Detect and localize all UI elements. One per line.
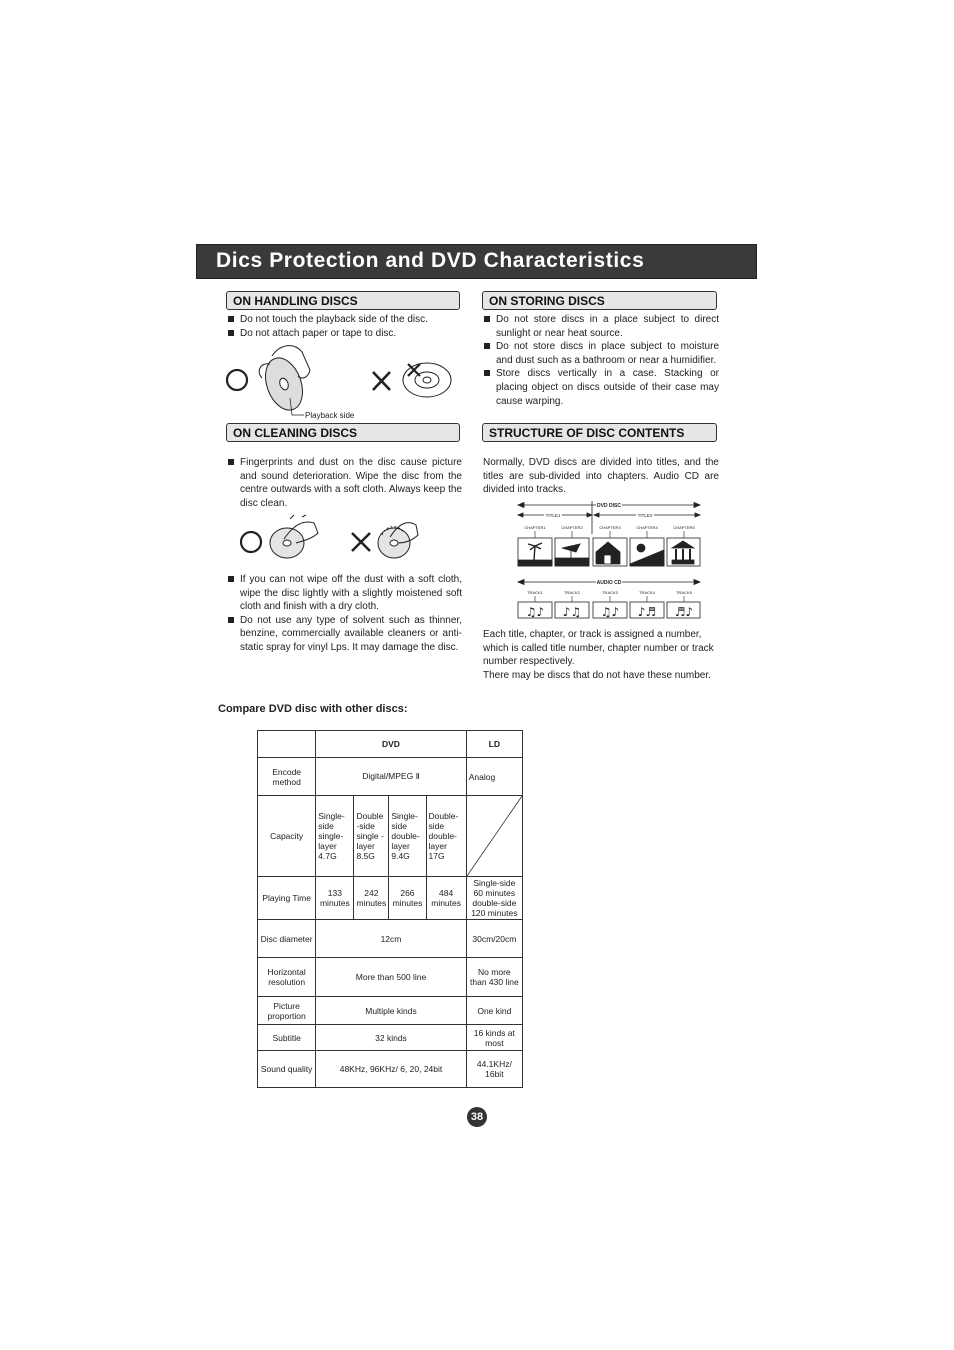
- table-cell: 30cm/20cm: [466, 920, 522, 958]
- table-cell: Analog: [466, 758, 522, 796]
- table-row: [258, 1025, 523, 1051]
- table-cell: Double-side double-layer 17G: [426, 796, 466, 877]
- table-cell: One kind: [466, 997, 522, 1025]
- table-cell: No more than 430 line: [466, 958, 522, 997]
- track-label: TRACK3: [602, 590, 618, 595]
- track-label: TRACK4: [639, 590, 655, 595]
- table-cell: [258, 731, 316, 758]
- ld-header: LD: [466, 731, 522, 758]
- storing-heading: ON STORING DISCS: [482, 291, 717, 310]
- table-cell: 32 kinds: [316, 1025, 466, 1051]
- table-row: [258, 731, 523, 758]
- table-cell-empty: [466, 796, 522, 877]
- cleaning-illustration: [232, 513, 432, 571]
- row-label: Disc diameter: [258, 920, 316, 958]
- cleaning-bullet: Do not use any type of solvent such as thinner, benzine, commercially available cleaners or anti-static spray for vinyl Lps. It may damage the disc.: [227, 614, 462, 655]
- svg-text:♫♪: ♫♪: [600, 605, 620, 619]
- track-label: TRACK2: [564, 590, 580, 595]
- table-row: [258, 997, 523, 1025]
- disc-structure-diagram: [516, 498, 702, 622]
- dvd-disc-label: DVD DISC: [597, 503, 621, 509]
- page-number-badge: 38: [467, 1107, 487, 1127]
- storing-bullet: Store discs vertically in a case. Stacking or placing object on discs outside of their case may cause warping.: [483, 367, 719, 408]
- table-cell: Multiple kinds: [316, 997, 466, 1025]
- storing-bullet: Do not store discs in a place subject to direct sunlight or near heat source.: [483, 313, 719, 340]
- correct-circle-icon: [241, 532, 261, 552]
- cleaning-bullet: Fingerprints and dust on the disc cause picture and sound deterioration. Wipe the disc from the centre outwards with a soft cloth. Always keep the disc clean.: [227, 456, 462, 510]
- compare-title: Compare DVD disc with other discs:: [218, 703, 408, 715]
- title-label: TITLE1: [545, 513, 561, 518]
- chapter-picture-icons: [518, 538, 700, 566]
- table-row: [258, 920, 523, 958]
- cleaning-bullets-bottom: [227, 573, 462, 655]
- table-cell: 133 minutes: [316, 877, 354, 920]
- handling-illustration: [222, 338, 462, 422]
- table-cell: 16 kinds at most: [466, 1025, 522, 1051]
- table-cell: 44.1KHz/ 16bit: [466, 1051, 522, 1088]
- table-row: [258, 796, 523, 877]
- table-cell: 48KHz, 96KHz/ 6, 20, 24bit: [316, 1051, 466, 1088]
- wiping-disc-circular-icon: [378, 523, 418, 558]
- handling-bullets: [227, 313, 467, 340]
- row-label: Playing Time: [258, 877, 316, 920]
- row-label: Capacity: [258, 796, 316, 877]
- row-label: Sound quality: [258, 1051, 316, 1088]
- chapter-label: CHAPTER3: [599, 525, 621, 530]
- chapter-label: CHAPTER2: [561, 525, 583, 530]
- wrong-x-icon: [352, 533, 370, 551]
- chapter-label: CHAPTER4: [636, 525, 658, 530]
- chapter-label: CHAPTER5: [673, 525, 695, 530]
- table-cell: 266 minutes: [389, 877, 426, 920]
- hand-holding-disc-icon: [259, 346, 310, 416]
- svg-text:♪♬: ♪♬: [637, 605, 657, 619]
- wrong-x-icon: [373, 372, 390, 390]
- cleaning-heading: ON CLEANING DISCS: [226, 423, 460, 442]
- table-row: [258, 958, 523, 997]
- track-label: TRACK1: [527, 590, 543, 595]
- storing-bullets: [483, 313, 719, 408]
- correct-circle-icon: [227, 370, 247, 390]
- table-cell: Digital/MPEG Ⅱ: [316, 758, 466, 796]
- row-label: Subtitle: [258, 1025, 316, 1051]
- cleaning-bullet: If you can not wipe off the dust with a soft cloth, wipe the disc lightly with a slightly moistened soft cloth and finish with a dry cloth.: [227, 573, 462, 614]
- svg-text:♫♪: ♫♪: [525, 605, 545, 619]
- audio-cd-label: AUDIO CD: [596, 580, 622, 586]
- table-row: [258, 758, 523, 796]
- wiping-disc-correct-icon: [270, 515, 318, 558]
- page-title: Dics Protection and DVD Characteristics: [216, 249, 645, 272]
- table-cell: 242 minutes: [354, 877, 389, 920]
- storing-bullet: Do not store discs in place subject to moisture and dust such as a bathroom or near a humidifier.: [483, 340, 719, 367]
- table-cell: Single-side single-layer 4.7G: [316, 796, 354, 877]
- table-cell: Double -side single -layer 8.5G: [354, 796, 389, 877]
- dvd-header: DVD: [316, 731, 466, 758]
- cleaning-bullets-top: [227, 456, 462, 510]
- disc-with-tape-icon: [403, 363, 451, 397]
- structure-outro-1: Each title, chapter, or track is assigned a number, which is called title number, chapter number or track number respectively.: [483, 629, 714, 668]
- row-label: Picture proportion: [258, 997, 316, 1025]
- handling-bullet: Do not attach paper or tape to disc.: [227, 327, 467, 341]
- handling-heading: ON HANDLING DISCS: [226, 291, 460, 310]
- table-cell: Single-side 60 minutes double-side 120 minutes: [466, 877, 522, 920]
- structure-outro-2: There may be discs that do not have these number.: [483, 670, 711, 681]
- page-title-bar: [196, 244, 757, 279]
- row-label: Encode method: [258, 758, 316, 796]
- comparison-table: [257, 730, 523, 1088]
- structure-intro: Normally, DVD discs are divided into titles, and the titles are sub-divided into chapters. Audio CD are divided into tracks.: [483, 457, 719, 496]
- svg-text:♪♫: ♪♫: [562, 605, 582, 619]
- title-label: TITLE2: [637, 513, 653, 518]
- playback-side-caption: Playback side: [305, 411, 355, 420]
- structure-heading: STRUCTURE OF DISC CONTENTS: [482, 423, 717, 442]
- table-cell: 484 minutes: [426, 877, 466, 920]
- table-row: [258, 1051, 523, 1088]
- table-row: [258, 877, 523, 920]
- track-label: TRACK5: [676, 590, 692, 595]
- handling-bullet: Do not touch the playback side of the disc.: [227, 313, 467, 327]
- chapter-label: CHAPTER1: [524, 525, 546, 530]
- table-cell: More than 500 line: [316, 958, 466, 997]
- table-cell: Single-side double-layer 9.4G: [389, 796, 426, 877]
- row-label: Horizontal resolution: [258, 958, 316, 997]
- svg-text:♬♪: ♬♪: [674, 605, 694, 619]
- table-cell: 12cm: [316, 920, 466, 958]
